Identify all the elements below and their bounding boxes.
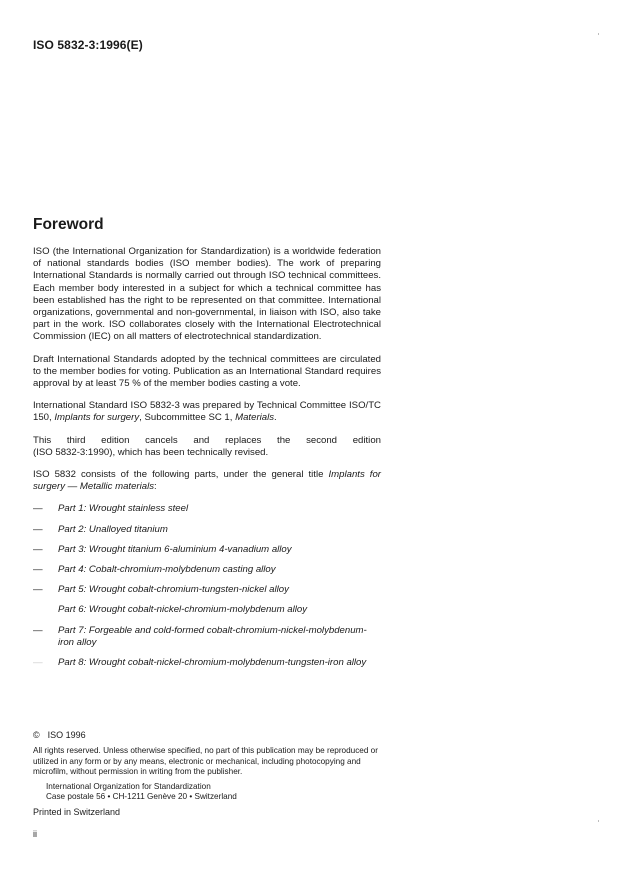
part-title: Part 8: Wrought cobalt-nickel-chromium-molybdenum-tungsten-iron alloy <box>58 657 367 669</box>
parts-intro-text: ISO 5832 consists of the following parts, under the general title <box>33 469 329 481</box>
foreword-body <box>33 246 381 677</box>
list-item <box>33 503 381 515</box>
paragraph-prepared-by <box>33 400 381 424</box>
subcommittee-title: Materials <box>235 412 275 424</box>
publisher-postal: Case postale 56 • CH-1211 Genève 20 • Switzerland <box>46 792 237 802</box>
rights-notice: All rights reserved. Unless otherwise specified, no part of this publication may be reproduced or utilized in any form or by any means, electronic or mechanical, including photocopying and microfilm, without permission in writing from the publisher. <box>33 746 378 777</box>
prepared-subcommittee-text: , Subcommittee SC 1, <box>139 412 236 424</box>
list-item <box>33 604 381 616</box>
parts-list <box>33 503 381 669</box>
copyright-block <box>33 730 383 818</box>
list-item <box>33 564 381 576</box>
part-title: Part 6: Wrought cobalt-nickel-chromium-molybdenum alloy <box>58 604 307 616</box>
foreword-heading: Foreword <box>33 216 104 233</box>
parts-general-title: Implants for surgery — Metallic materials <box>33 469 381 493</box>
scan-speck <box>598 820 599 822</box>
standard-identifier: ISO 5832-3:1996(E) <box>33 38 143 52</box>
list-item <box>33 544 381 556</box>
scan-speck <box>598 33 599 35</box>
list-item <box>33 584 381 596</box>
list-dash: — <box>33 543 43 555</box>
publisher-name: International Organization for Standardization <box>46 781 211 791</box>
publisher-address <box>46 782 383 803</box>
part-title: Part 7: Forgeable and cold-formed cobalt-chromium-nickel-molybdenum-iron alloy <box>58 624 367 648</box>
edition-line-1: This third edition cancels and replaces the second edition <box>33 434 381 446</box>
list-dash: — <box>33 503 43 515</box>
paragraph-parts-intro <box>33 469 381 493</box>
part-title: Part 1: Wrought stainless steel <box>58 503 189 515</box>
list-dash: — <box>33 584 43 596</box>
paragraph-draft-standards: Draft International Standards adopted by the technical committees are circulated to the member bodies for voting. Publication as an International Standard requires approval by at least 75 % of the member bodies casting a vote. <box>33 353 381 390</box>
list-dash: — <box>33 624 43 636</box>
copyright-line <box>33 730 383 740</box>
list-item <box>33 657 381 669</box>
list-dash: — <box>33 523 43 535</box>
copyright-icon: © <box>33 730 40 740</box>
copyright-year: ISO 1996 <box>47 730 86 740</box>
list-dash: — <box>33 564 43 576</box>
part-title: Part 3: Wrought titanium 6-aluminium 4-vanadium alloy <box>58 543 292 555</box>
paragraph-iso-overview: ISO (the International Organization for Standardization) is a worldwide federation of national standards bodies (ISO member bodies). The work of preparing International Standards is normally carried out through ISO technical committees. Each member body interested in a subject for which a technical committee has been established has the right to be represented on that committee. International organizations, governmental and non-governmental, in liaison with ISO, also take part in the work. ISO collaborates closely with the International Electrotechnical Commission (IEC) on all matters of electrotechnical standardization. <box>33 246 381 343</box>
committee-title: Implants for surgery <box>54 412 140 424</box>
prepared-end: . <box>274 412 277 424</box>
part-title: Part 4: Cobalt-chromium-molybdenum casting alloy <box>58 564 276 576</box>
part-title: Part 2: Unalloyed titanium <box>58 523 168 535</box>
edition-line-2: (ISO 5832-3:1990), which has been technically revised. <box>33 446 269 458</box>
page-number: ii <box>33 829 37 839</box>
list-item <box>33 625 381 649</box>
parts-intro-end: : <box>154 481 157 493</box>
prepared-text: International Standard ISO 5832-3 was prepared by Technical Committee ISO/TC 150, <box>33 400 381 424</box>
paragraph-edition <box>33 435 381 459</box>
list-dash: — <box>33 657 43 669</box>
part-title: Part 5: Wrought cobalt-chromium-tungsten-nickel alloy <box>58 584 289 596</box>
list-item <box>33 524 381 536</box>
printed-in: Printed in Switzerland <box>33 807 121 818</box>
